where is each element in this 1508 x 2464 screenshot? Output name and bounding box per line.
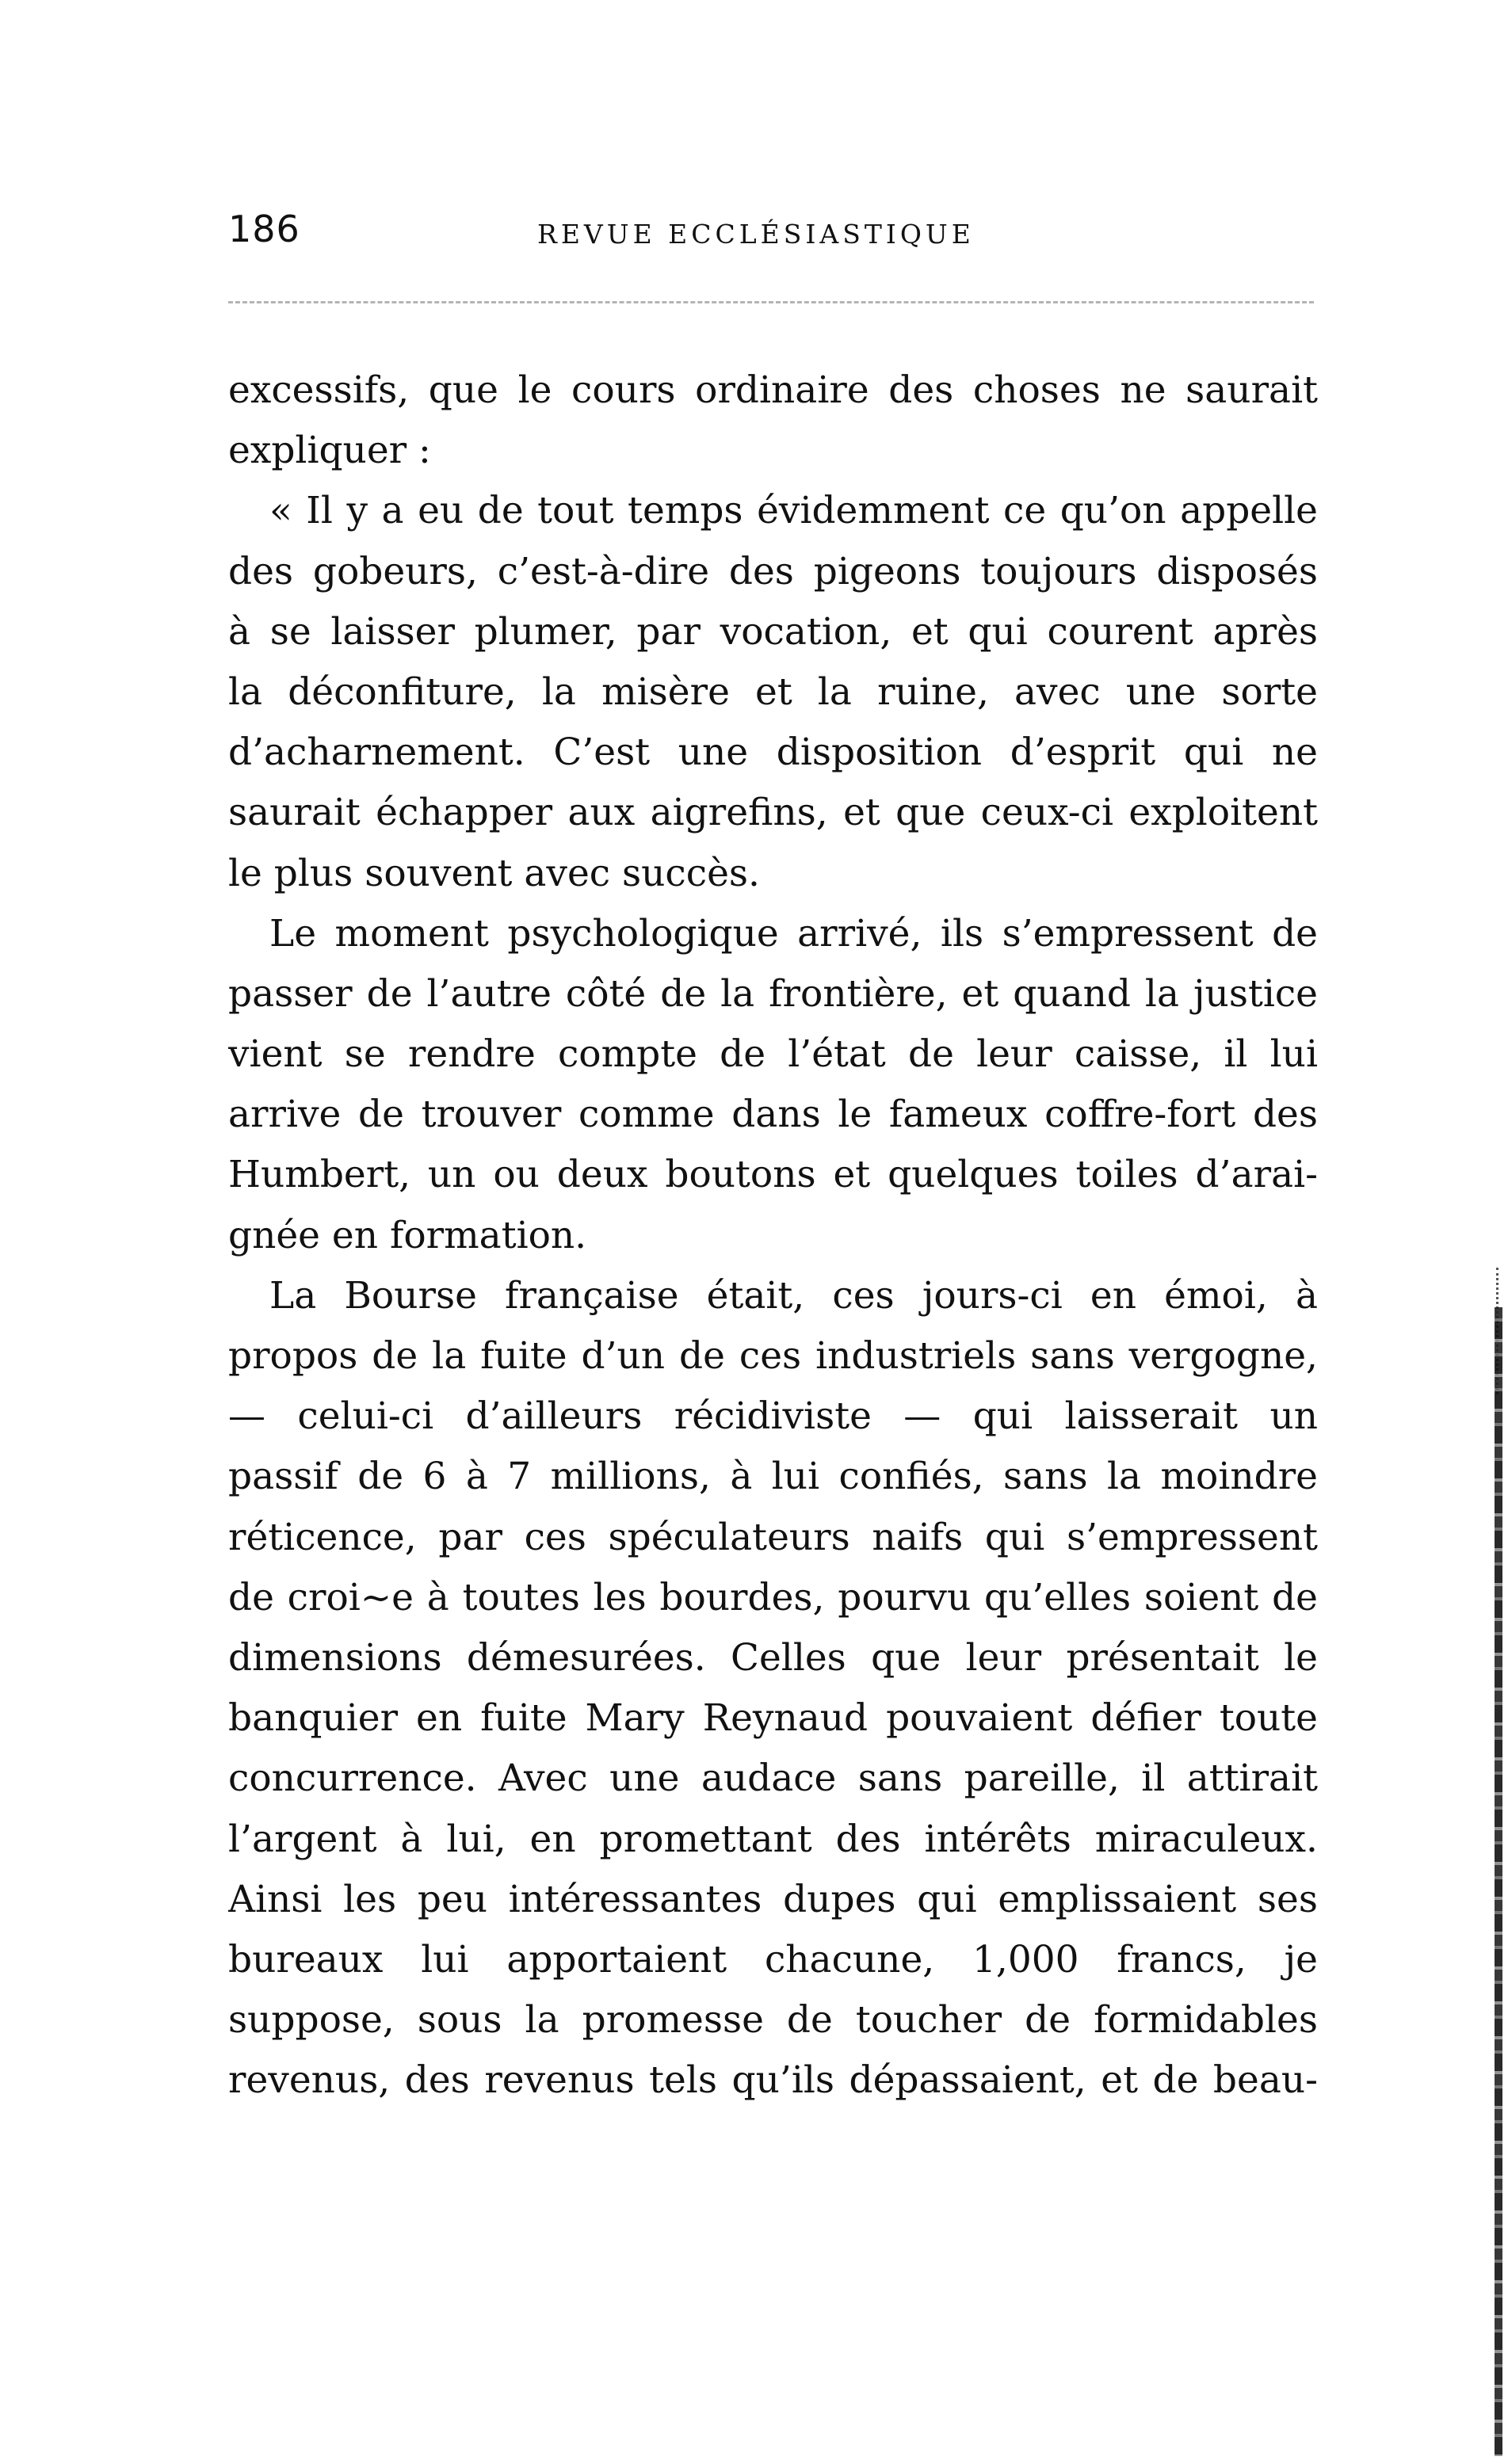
- text-line: bureaux lui apportaient chacune, 1,000 francs, je: [228, 1937, 1318, 1981]
- text-line: des gobeurs, c’est-à-dire des pigeons toujours disposés: [228, 549, 1318, 593]
- text-line: réticence, par ces spéculateurs naifs qui s’empressent: [228, 1515, 1318, 1559]
- text-line: l’argent à lui, en promettant des intérêts miraculeux.: [228, 1817, 1318, 1861]
- text-line: Le moment psychologique arrivé, ils s’empressent de: [269, 911, 1318, 955]
- text-line: passer de l’autre côté de la frontière, et quand la justice: [228, 971, 1318, 1016]
- text-line: excessifs, que le cours ordinaire des choses ne saurait: [228, 368, 1318, 412]
- text-line: « Il y a eu de tout temps évidemment ce qu’on appelle: [269, 489, 1318, 533]
- binding-edge: [1495, 1307, 1502, 2456]
- text-line: saurait échapper aux aigrefins, et que ceux-ci exploitent: [228, 791, 1318, 835]
- text-line: expliquer :: [228, 429, 431, 473]
- text-line: vient se rendre compte de l’état de leur caisse, il lui: [228, 1032, 1318, 1077]
- body-text: [228, 360, 1318, 2111]
- text-line: banquier en fuite Mary Reynaud pouvaient défier toute: [228, 1696, 1318, 1741]
- text-line: dimensions démesurées. Celles que leur présentait le: [228, 1635, 1318, 1680]
- text-line: Ainsi les peu intéressantes dupes qui emplissaient ses: [228, 1877, 1318, 1921]
- text-line: propos de la fuite d’un de ces industriels sans vergogne,: [228, 1334, 1318, 1378]
- text-line: concurrence. Avec une audace sans pareille, il attirait: [228, 1756, 1318, 1801]
- text-line: revenus, des revenus tels qu’ils dépassaient, et de beau-: [228, 2058, 1318, 2103]
- text-line: suppose, sous la promesse de toucher de formidables: [228, 1998, 1318, 2043]
- text-line: — celui-ci d’ailleurs récidiviste — qui laisserait un: [228, 1394, 1318, 1439]
- header-rule: [228, 301, 1314, 303]
- text-line: de croi~e à toutes les bourdes, pourvu qu’elles soient de: [228, 1575, 1318, 1619]
- text-line: la déconfiture, la misère et la ruine, avec une sorte: [228, 669, 1318, 714]
- text-line: Humbert, un ou deux boutons et quelques toiles d’arai-: [228, 1153, 1318, 1197]
- text-line: arrive de trouver comme dans le fameux coffre-fort des: [228, 1093, 1318, 1137]
- text-line: passif de 6 à 7 millions, à lui confiés, sans la moindre: [228, 1455, 1318, 1499]
- text-line: le plus souvent avec succès.: [228, 851, 760, 895]
- text-line: à se laisser plumer, par vocation, et qui courent après: [228, 609, 1318, 654]
- text-line: d’acharnement. C’est une disposition d’esprit qui ne: [228, 730, 1318, 775]
- page-header: [228, 208, 1318, 255]
- running-head: REVUE ECCLÉSIASTIQUE: [537, 219, 975, 250]
- text-line: La Bourse française était, ces jours-ci en émoi, à: [269, 1273, 1318, 1318]
- page-number: 186: [228, 208, 300, 250]
- text-line: gnée en formation.: [228, 1213, 587, 1257]
